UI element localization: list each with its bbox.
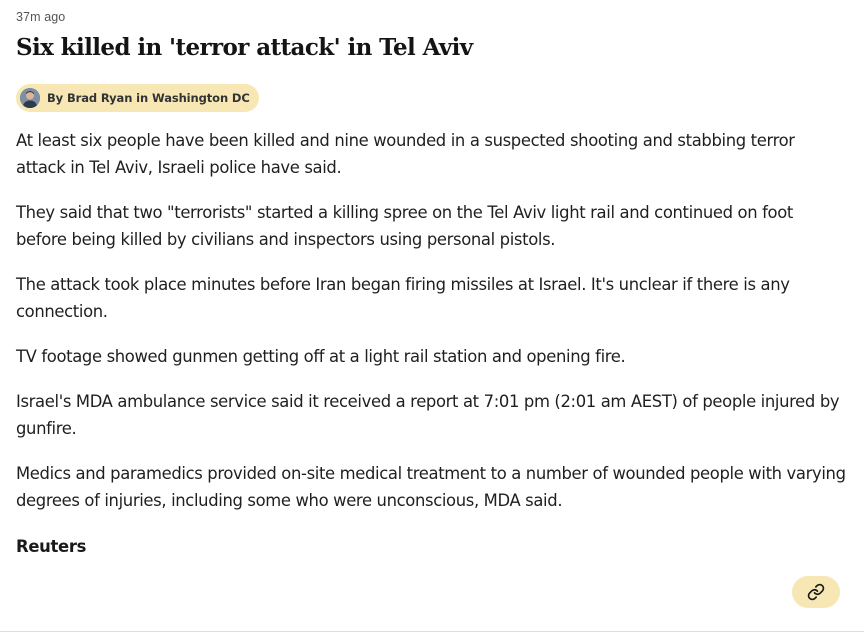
- author-byline[interactable]: [16, 84, 259, 112]
- post-paragraph-3: The attack took place minutes before Iran began firing missiles at Israel. It's unclear if there is any connection.: [16, 275, 790, 321]
- copy-link-button[interactable]: [792, 576, 840, 608]
- post-paragraph-6: Medics and paramedics provided on-site medical treatment to a number of wounded people with varying degrees of injuries, including some who were unconscious, MDA said.: [16, 464, 846, 510]
- link-icon: [807, 583, 825, 601]
- post-paragraph-5: Israel's MDA ambulance service said it received a report at 7:01 pm (2:01 am AEST) of people injured by gunfire.: [16, 392, 840, 438]
- post-paragraph-2: They said that two "terrorists" started a killing spree on the Tel Aviv light rail and continued on foot before being killed by civilians and inspectors using personal pistols.: [16, 203, 793, 249]
- post-timestamp: 37m ago: [16, 10, 66, 24]
- author-name: By Brad Ryan in Washington DC: [47, 91, 250, 105]
- post-paragraph-1: At least six people have been killed and nine wounded in a suspected shooting and stabbing terror attack in Tel Aviv, Israeli police have said.: [16, 131, 795, 177]
- post-headline: Six killed in 'terror attack' in Tel Aviv: [16, 34, 473, 61]
- post-paragraph-4: TV footage showed gunmen getting off at a light rail station and opening fire.: [16, 347, 626, 366]
- divider: [0, 631, 864, 632]
- author-avatar: [20, 88, 40, 108]
- post-source: Reuters: [16, 537, 87, 556]
